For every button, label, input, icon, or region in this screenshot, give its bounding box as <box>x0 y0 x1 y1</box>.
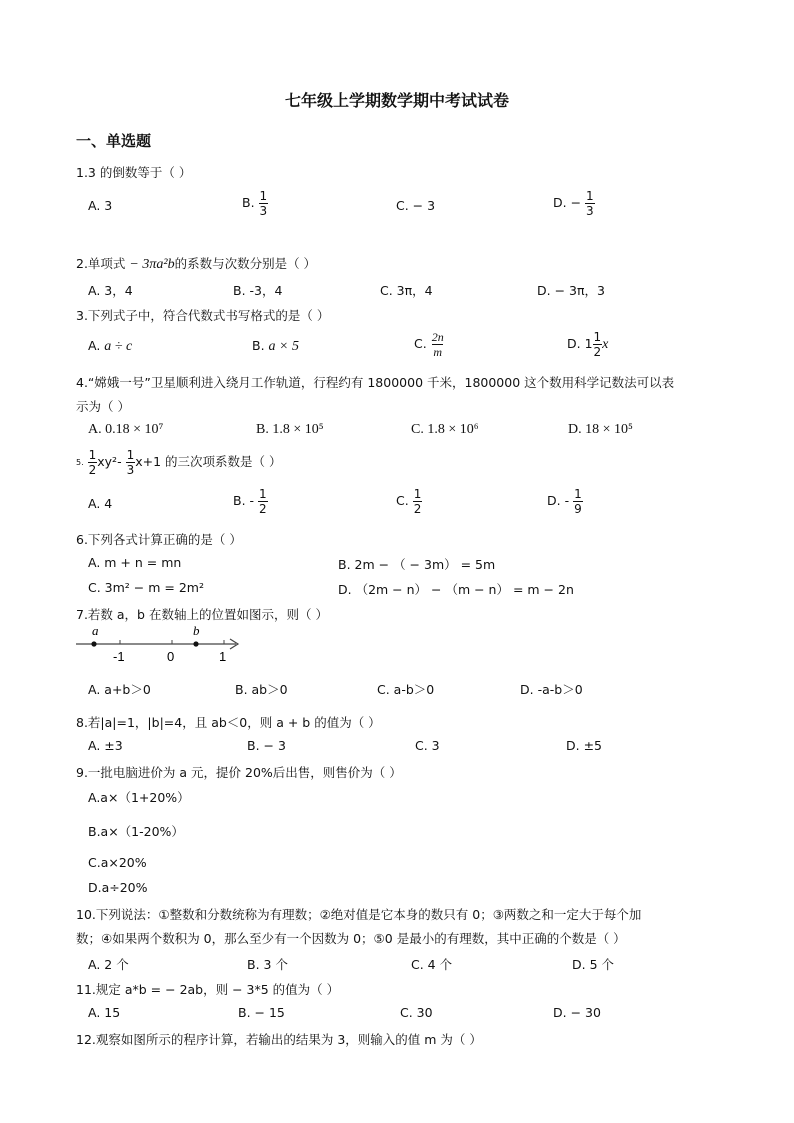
tick-label-neg1: -1 <box>113 649 125 664</box>
label-b: b <box>193 623 200 638</box>
q8-option-d[interactable]: D. ±5 <box>566 738 602 753</box>
q10-stem-line1: 10.下列说法：①整数和分数统称为有理数；②绝对值是它本身的数只有 0；③两数之和一定大于每个加 <box>76 907 642 922</box>
q9-option-b[interactable]: B.a×（1-20%） <box>88 824 184 839</box>
q2-option-d[interactable]: D. − 3π，3 <box>537 283 605 298</box>
q5-stem: 5. $\frac{1}{2}$ xy²- $\frac{1}{3}$ x+1 的三次项系数是（ ） <box>76 448 282 477</box>
q4-option-a[interactable]: A. 0.18 × 10⁷ <box>88 422 164 437</box>
point-a <box>91 641 96 646</box>
q9-stem: 9.一批电脑进价为 a 元，提价 20%后出售，则售价为（ ） <box>76 765 402 780</box>
q11-stem: 11.规定 a*b = − 2ab，则 − 3*5 的值为（ ） <box>76 982 340 997</box>
q2-option-b[interactable]: B. -3，4 <box>233 283 283 298</box>
q2-stem: 2.单项式 − 3πa²b的系数与次数分别是（ ） <box>76 256 317 272</box>
section-heading: 一、单选题 <box>76 132 152 150</box>
q2-option-c[interactable]: C. 3π，4 <box>380 283 433 298</box>
q3-d-fraction: $\frac{1}{2}$ <box>593 330 602 359</box>
q11-option-b[interactable]: B. − 15 <box>238 1005 285 1020</box>
q10-stem-line2: 数；④如果两个数积为 0，那么至少有一个因数为 0；⑤0 是最小的有理数，其中正确的个数是（ ） <box>76 931 626 946</box>
q8-option-a[interactable]: A. ±3 <box>88 738 123 753</box>
q5-option-d[interactable]: D. - $\frac{1}{9}$ <box>547 487 582 516</box>
q10-option-a[interactable]: A. 2 个 <box>88 957 129 972</box>
page-title: 七年级上学期数学期中考试试卷 <box>284 91 509 110</box>
q1-d-fraction: $\frac{1}{3}$ <box>586 189 594 218</box>
number-line <box>72 620 252 666</box>
q11-option-a[interactable]: A. 15 <box>88 1005 121 1020</box>
q8-option-c[interactable]: C. 3 <box>415 738 440 753</box>
q4-stem-line1: 4.“嫦娥一号”卫星顺利进入绕月工作轨道，行程约有 1800000 千米，1800000 这个数用科学记数法可以表 <box>76 375 675 390</box>
q6-stem: 6.下列各式计算正确的是（ ） <box>76 532 242 547</box>
q1-option-c[interactable]: C. − 3 <box>396 198 436 213</box>
q11-option-d[interactable]: D. − 30 <box>553 1005 601 1020</box>
q8-option-b[interactable]: B. − 3 <box>247 738 286 753</box>
q5-option-a[interactable]: A. 4 <box>88 496 113 511</box>
q12-stem: 12.观察如图所示的程序计算，若输出的结果为 3，则输入的值 m 为（ ） <box>76 1032 482 1047</box>
q6-option-d[interactable]: D. （2m − n） − （m − n） = m − 2n <box>338 582 574 597</box>
q6-option-a[interactable]: A. m + n = mn <box>88 555 182 570</box>
q3-option-d[interactable]: D. 1 $\frac{1}{2}$ x <box>567 330 609 359</box>
q5-option-c[interactable]: C. $\frac{1}{2}$ <box>396 487 422 516</box>
q2-expression: − 3πa²b <box>129 257 175 272</box>
q1-d-label: D. − <box>553 195 582 210</box>
tick-label-1: 1 <box>219 649 227 664</box>
q1-b-label: B. <box>242 195 255 210</box>
q3-c-fraction: $\frac{2n}{m}$ <box>431 330 444 359</box>
q3-option-b[interactable]: B. a × 5 <box>252 338 299 354</box>
q7-option-b[interactable]: B. ab＞0 <box>235 682 288 697</box>
q7-option-d[interactable]: D. -a-b＞0 <box>520 682 583 697</box>
q7-option-a[interactable]: A. a+b＞0 <box>88 682 151 697</box>
tick-label-0: 0 <box>167 649 175 664</box>
q8-stem: 8.若|a|=1，|b|=4，且 ab＜0，则 a + b 的值为（ ） <box>76 715 381 730</box>
q4-option-b[interactable]: B. 1.8 × 10⁵ <box>256 422 324 437</box>
q3-option-a[interactable]: A. a ÷ c <box>88 338 133 354</box>
point-b <box>193 641 198 646</box>
q7-option-c[interactable]: C. a-b＞0 <box>377 682 435 697</box>
q4-option-d[interactable]: D. 18 × 10⁵ <box>568 422 633 437</box>
q1-stem: 1.3 的倒数等于（ ） <box>76 165 192 180</box>
q1-option-d[interactable] <box>553 190 595 217</box>
q5-c-fraction: $\frac{1}{2}$ <box>413 487 422 516</box>
q1-option-a[interactable]: A. 3 <box>88 198 113 213</box>
q5-option-b[interactable]: B. - $\frac{1}{2}$ <box>233 487 267 516</box>
q5-frac1: $\frac{1}{2}$ <box>88 448 97 477</box>
q5-b-fraction: $\frac{1}{2}$ <box>259 487 267 516</box>
q7-stem: 7.若数 a，b 在数轴上的位置如图示，则（ ） <box>76 607 328 622</box>
q9-option-a[interactable]: A.a×（1+20%） <box>88 790 190 805</box>
q10-option-b[interactable]: B. 3 个 <box>247 957 288 972</box>
q4-option-c[interactable]: C. 1.8 × 10⁶ <box>411 422 479 437</box>
q5-d-fraction: $\frac{1}{9}$ <box>574 487 582 516</box>
q3-option-c[interactable]: C. $\frac{2n}{m}$ <box>414 330 444 359</box>
q6-option-c[interactable]: C. 3m² − m = 2m² <box>88 580 204 595</box>
q10-option-c[interactable]: C. 4 个 <box>411 957 453 972</box>
q1-option-b[interactable] <box>242 190 268 217</box>
q9-option-d[interactable]: D.a÷20% <box>88 880 148 895</box>
q3-stem: 3.下列式子中，符合代数式书写格式的是（ ） <box>76 308 330 323</box>
q4-stem-line2: 示为（ ） <box>76 399 130 414</box>
q11-option-c[interactable]: C. 30 <box>400 1005 433 1020</box>
q6-option-b[interactable]: B. 2m − （ − 3m） = 5m <box>338 557 496 572</box>
q10-option-d[interactable]: D. 5 个 <box>572 957 614 972</box>
label-a: a <box>92 623 99 638</box>
q5-frac2: $\frac{1}{3}$ <box>126 448 135 477</box>
q2-option-a[interactable]: A. 3，4 <box>88 283 133 298</box>
q1-b-fraction: $\frac{1}{3}$ <box>259 189 268 218</box>
q9-option-c[interactable]: C.a×20% <box>88 855 147 870</box>
